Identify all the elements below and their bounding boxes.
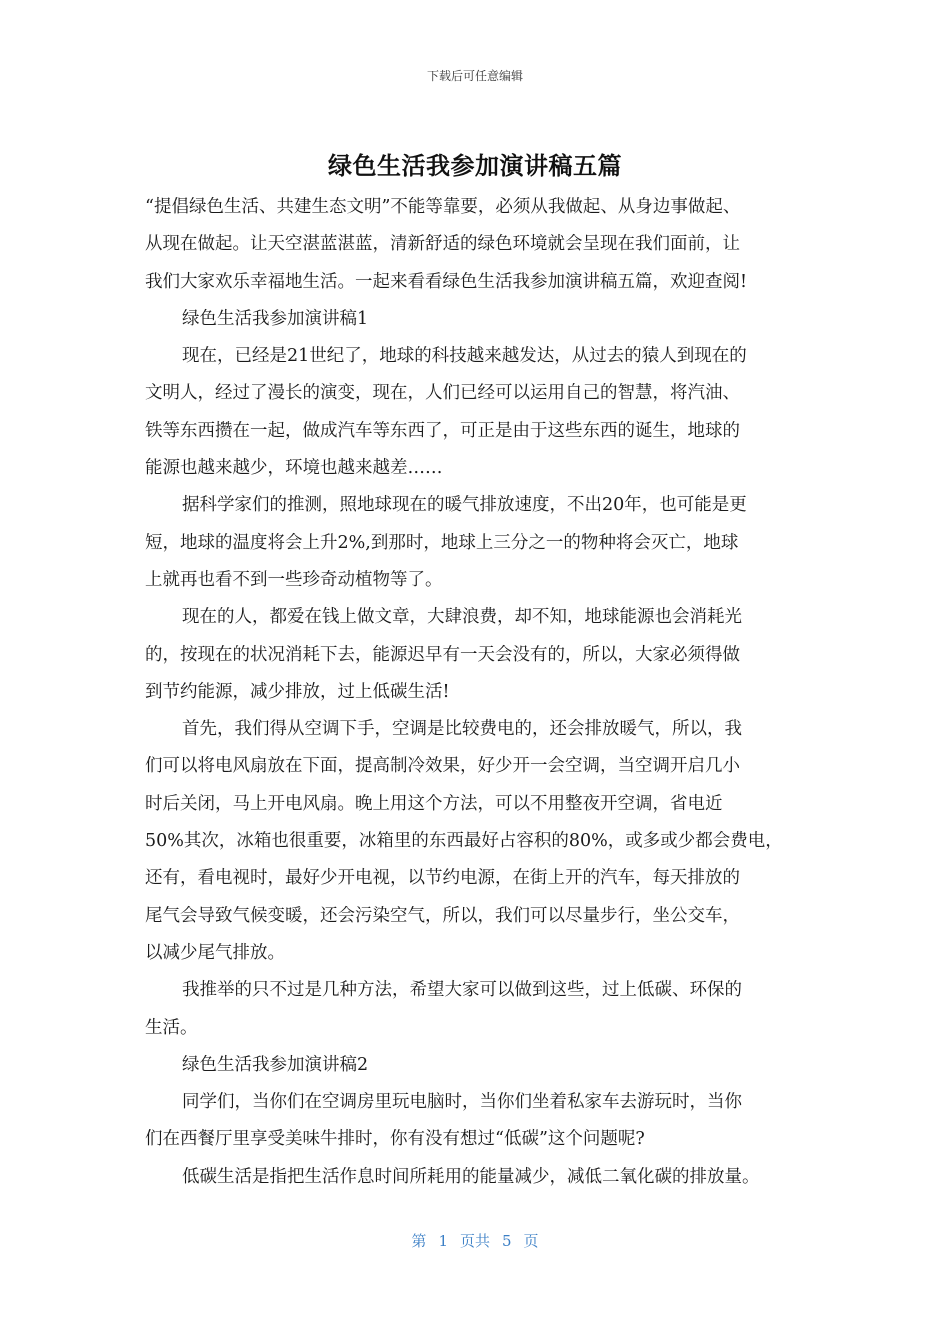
footer-page-number: 1 bbox=[438, 1232, 448, 1250]
text-line: 们在西餐厅里享受美味牛排时，你有没有想过“低碳”这个问题呢? bbox=[145, 1129, 645, 1150]
text-line: 现在，已经是21世纪了，地球的科技越来越发达，从过去的猿人到现在的 bbox=[182, 346, 747, 367]
text-line: 同学们，当你们在空调房里玩电脑时，当你们坐着私家车去游玩时，当你 bbox=[182, 1092, 742, 1113]
text-line: 绿色生活我参加演讲稿1 bbox=[182, 308, 369, 329]
text-line: 上就再也看不到一些珍奇动植物等了。 bbox=[145, 569, 443, 590]
text-line: 低碳生活是指把生活作息时间所耗用的能量减少，减低二氧化碳的排放量。 bbox=[182, 1166, 760, 1187]
page-footer bbox=[0, 1230, 950, 1251]
text-line: 从现在做起。让天空湛蓝湛蓝，清新舒适的绿色环境就会呈现在我们面前，让 bbox=[145, 234, 740, 255]
footer-prefix: 第 bbox=[411, 1232, 427, 1250]
text-line: 50%其次，冰箱也很重要，冰箱里的东西最好占容积的80%，或多或少都会费电， bbox=[145, 831, 783, 852]
text-line: 以减少尾气排放。 bbox=[145, 942, 285, 963]
text-line: 我推举的只不过是几种方法，希望大家可以做到这些，过上低碳、环保的 bbox=[182, 980, 742, 1001]
text-line: 现在的人，都爱在钱上做文章，大肆浪费，却不知，地球能源也会消耗光 bbox=[182, 607, 742, 628]
text-line: 生活。 bbox=[145, 1017, 198, 1038]
text-line: 文明人，经过了漫长的演变，现在，人们已经可以运用自己的智慧，将汽油、 bbox=[145, 383, 740, 404]
text-line: 绿色生活我参加演讲稿2 bbox=[182, 1054, 369, 1075]
text-line: 尾气会导致气候变暖，还会污染空气，所以，我们可以尽量步行，坐公交车， bbox=[145, 905, 740, 926]
document-title: 绿色生活我参加演讲稿五篇 bbox=[328, 152, 622, 180]
footer-suffix: 页 bbox=[523, 1232, 539, 1250]
text-line: 首先，我们得从空调下手，空调是比较费电的，还会排放暖气，所以，我 bbox=[182, 719, 742, 740]
text-line: 们可以将电风扇放在下面，提高制冷效果，好少开一会空调，当空调开启几小 bbox=[145, 756, 740, 777]
text-line: 还有，看电视时，最好少开电视，以节约电源，在街上开的汽车，每天排放的 bbox=[145, 868, 740, 889]
footer-middle: 页共 bbox=[459, 1232, 490, 1250]
footer-total-pages: 5 bbox=[502, 1232, 512, 1250]
text-line: 我们大家欢乐幸福地生活。一起来看看绿色生活我参加演讲稿五篇，欢迎查阅! bbox=[145, 271, 748, 292]
header-note: 下载后可任意编辑 bbox=[426, 69, 523, 83]
text-line: 时后关闭，马上开电风扇。晚上用这个方法，可以不用整夜开空调，省电近 bbox=[145, 793, 723, 814]
text-line: 短，地球的温度将会上升2%,到那时，地球上三分之一的物种将会灭亡，地球 bbox=[145, 532, 739, 553]
text-line: 的，按现在的状况消耗下去，能源迟早有一天会没有的，所以，大家必须得做 bbox=[145, 644, 740, 665]
text-line: 铁等东西攒在一起，做成汽车等东西了，可正是由于这些东西的诞生，地球的 bbox=[145, 420, 740, 441]
text-line: “提倡绿色生活、共建生态文明”不能等靠要，必须从我做起、从身边事做起、 bbox=[145, 197, 741, 217]
text-line: 据科学家们的推测，照地球现在的暖气排放速度，不出20年，也可能是更 bbox=[182, 495, 747, 516]
text-line: 到节约能源，减少排放，过上低碳生活! bbox=[145, 681, 450, 702]
text-line: 能源也越来越少，环境也越来越差…… bbox=[145, 458, 443, 479]
document-body bbox=[145, 189, 810, 1196]
